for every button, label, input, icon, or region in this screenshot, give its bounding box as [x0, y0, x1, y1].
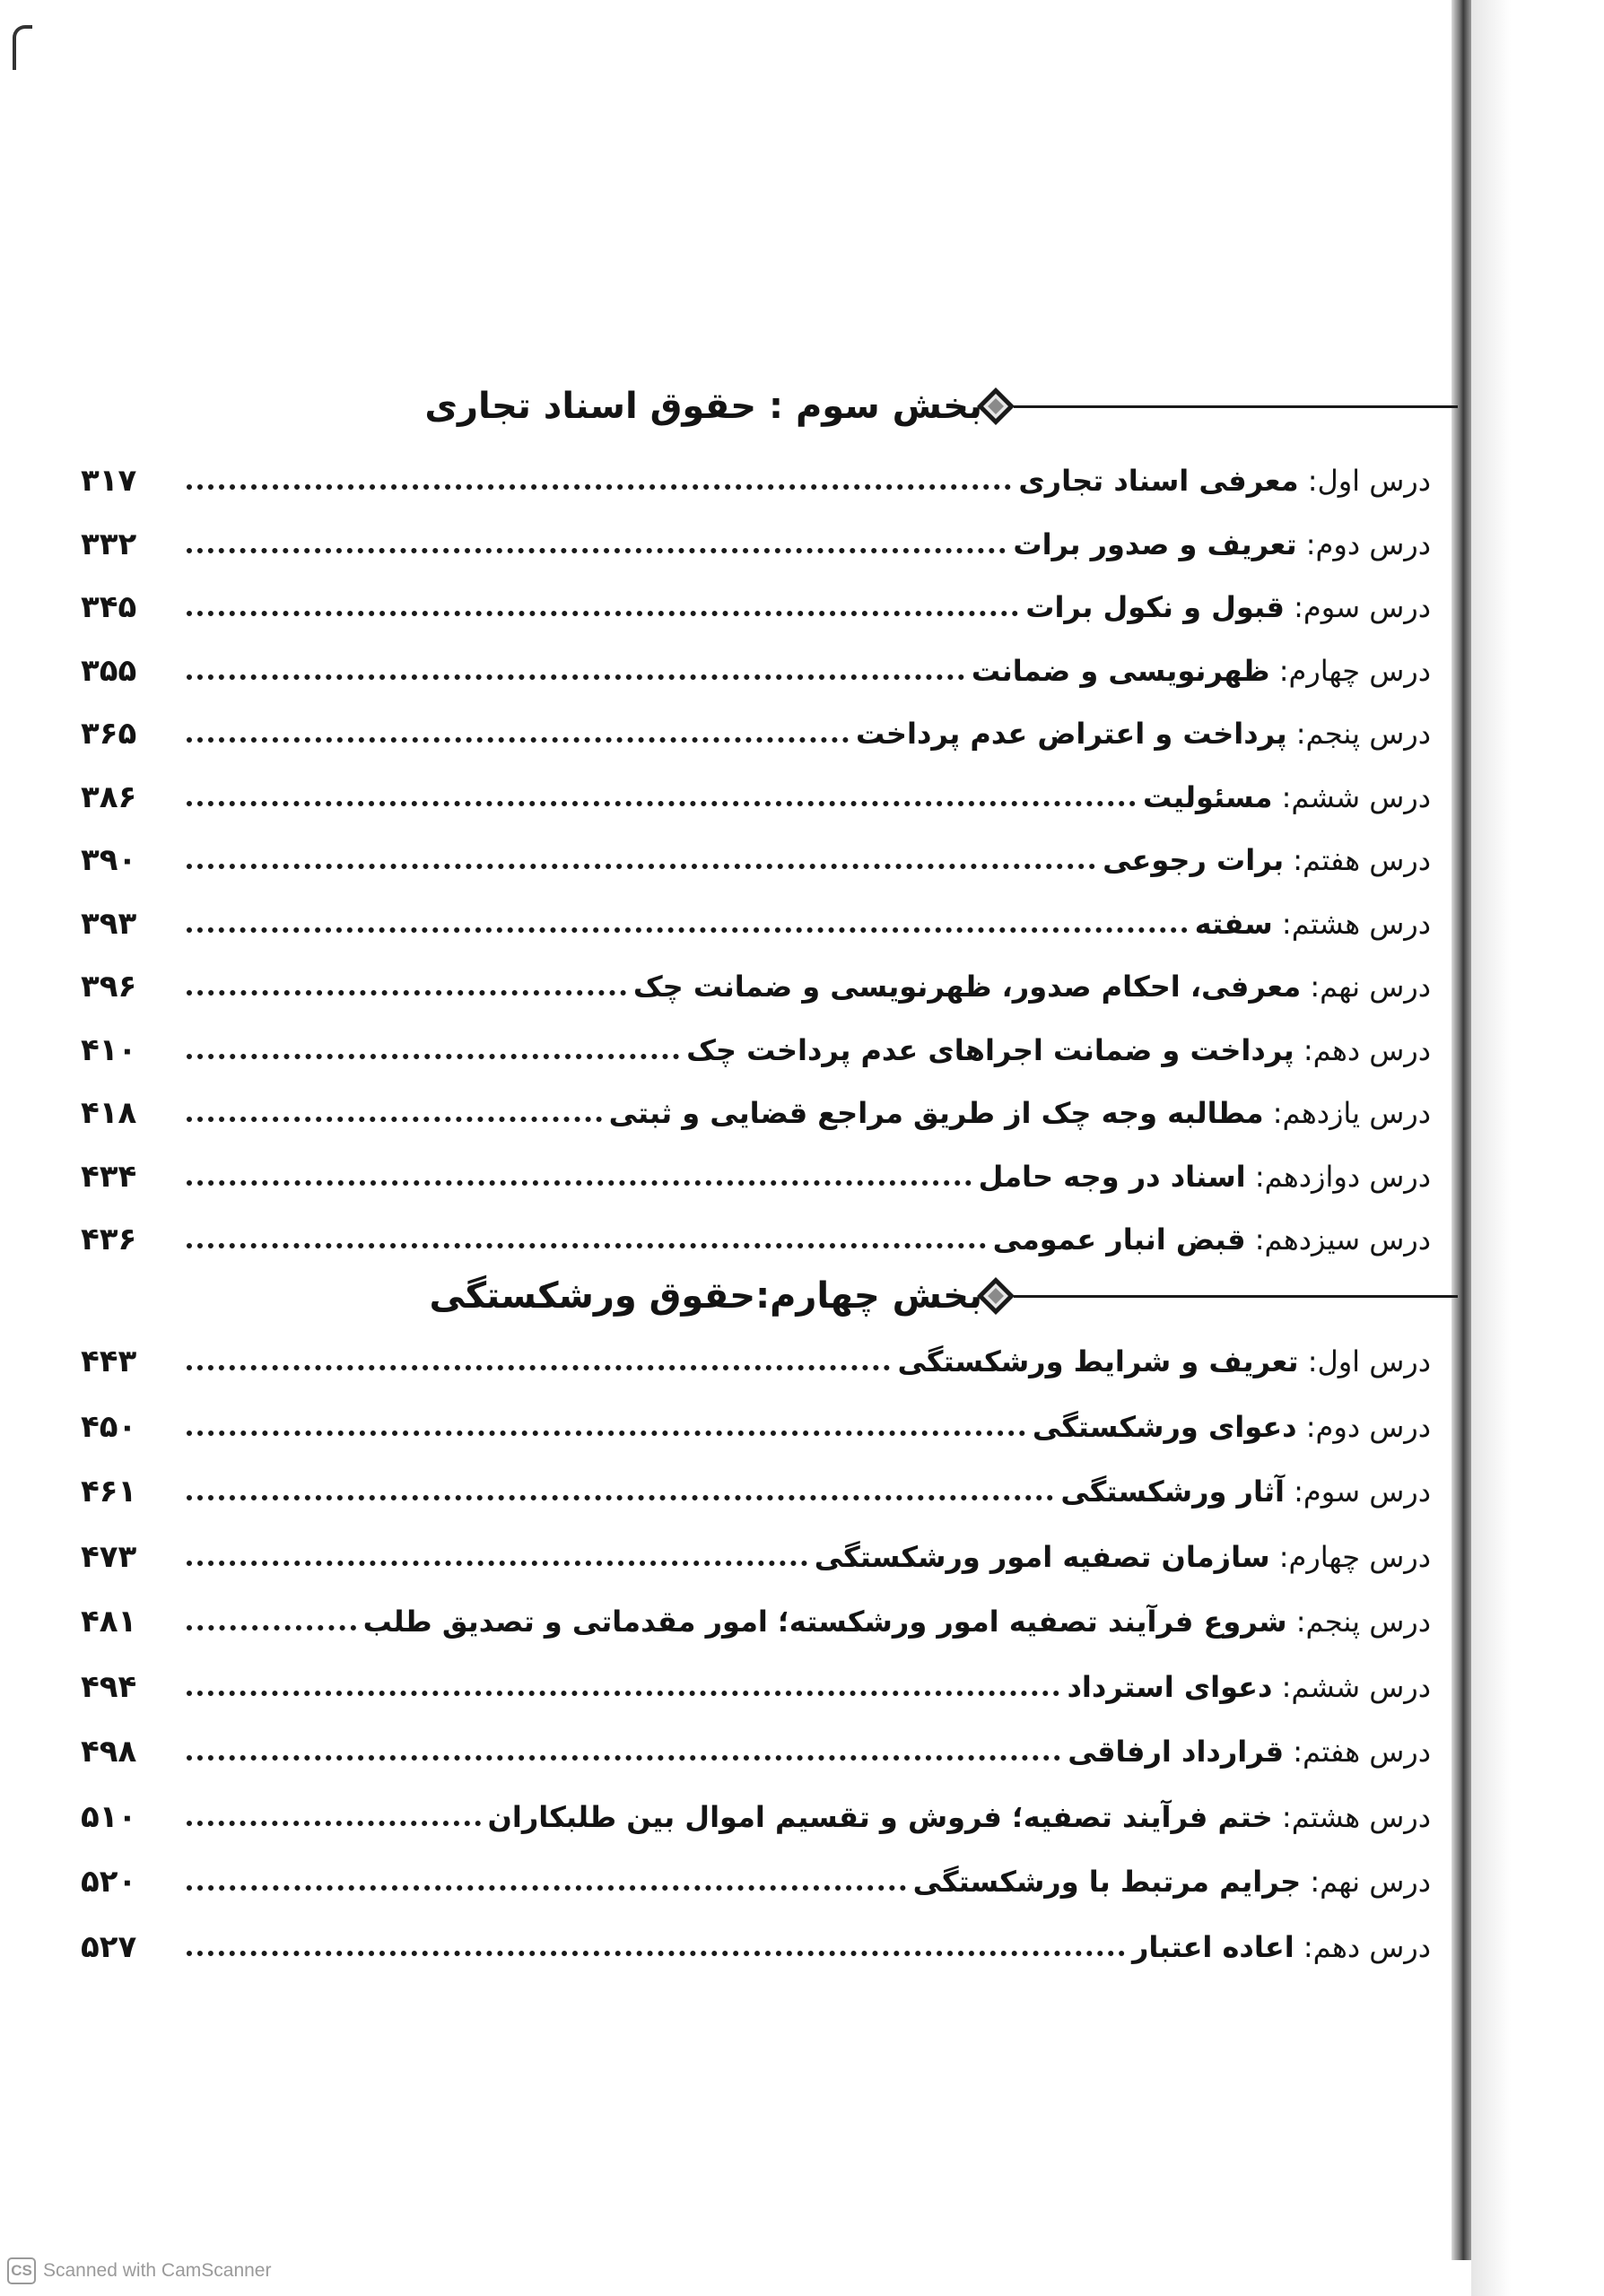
toc-dot-leader	[187, 1691, 1059, 1696]
toc-entry-title	[1025, 590, 1431, 624]
toc-entry-title	[1013, 527, 1431, 561]
toc-dot-leader	[187, 927, 1188, 933]
toc-entry	[81, 704, 1431, 763]
toc-lesson-label: درس یازدهم:	[1272, 1096, 1431, 1130]
toc-topic: مسئولیت	[1143, 779, 1273, 814]
section-rule	[1014, 1295, 1458, 1298]
toc-entry-title	[363, 1605, 1431, 1639]
toc-entry	[81, 451, 1431, 510]
toc-lesson-label: درس نهم:	[1310, 970, 1431, 1004]
toc-topic: اسناد در وجه حامل	[978, 1159, 1246, 1194]
toc-page-number: ۵۱۰	[81, 1798, 137, 1835]
toc-topic: جرایم مرتبط با ورشکستگی	[912, 1865, 1302, 1899]
toc-entry	[81, 1083, 1431, 1143]
toc-topic: ختم فرآیند تصفیه؛ فروش و تقسیم اموال بین طلبکاران	[487, 1799, 1273, 1834]
toc-page-number: ۳۸۶	[81, 778, 137, 815]
toc-lesson-label: درس هشتم:	[1281, 906, 1431, 941]
toc-entry-title	[633, 970, 1431, 1004]
toc-entry	[81, 1462, 1431, 1521]
toc-lesson-label: درس هفتم:	[1293, 843, 1431, 877]
section-3-title: بخش سوم : حقوق اسناد تجاری	[424, 386, 982, 427]
toc-dot-leader	[187, 1755, 1060, 1761]
toc-lesson-label: درس سوم:	[1294, 590, 1431, 624]
toc-entry	[81, 1592, 1431, 1651]
toc-page-number: ۳۳۲	[81, 526, 137, 562]
toc-page-number: ۴۸۱	[81, 1604, 137, 1639]
toc-dot-leader	[187, 1054, 679, 1059]
toc-dot-leader	[187, 864, 1095, 869]
toc-dot-leader	[187, 1431, 1025, 1436]
toc-entry-title	[1060, 1474, 1431, 1509]
section-4-header	[429, 1265, 1458, 1327]
toc-topic: معرفی، احکام صدور، ظهرنویسی و ضمانت چک	[632, 970, 1302, 1004]
page-corner-mark	[13, 25, 32, 70]
toc-topic: برات رجوعی	[1103, 843, 1285, 877]
toc-entry-title	[897, 1344, 1431, 1378]
toc-entry-title	[993, 1222, 1431, 1257]
toc-lesson-label: درس دوازدهم:	[1254, 1159, 1431, 1194]
toc-entry	[81, 1918, 1431, 1977]
toc-page-number: ۵۲۷	[81, 1928, 137, 1965]
toc-page-number: ۵۲۰	[81, 1864, 137, 1900]
toc-topic: قرارداد ارفاقی	[1068, 1735, 1285, 1769]
toc-entry-title	[1067, 1670, 1431, 1704]
toc-entry-title	[609, 1096, 1431, 1130]
toc-page-number: ۳۹۰	[81, 842, 137, 878]
toc-topic: اعاده اعتبار	[1132, 1929, 1295, 1964]
toc-lesson-label: درس نهم:	[1310, 1865, 1431, 1899]
toc-dot-leader	[187, 801, 1136, 806]
toc-dot-leader	[187, 1821, 481, 1826]
toc-entry	[81, 515, 1431, 574]
toc-lesson-label: درس اول:	[1307, 464, 1431, 498]
toc-page-number: ۳۶۵	[81, 716, 137, 752]
toc-lesson-label: درس هفتم:	[1293, 1735, 1431, 1769]
toc-page-number: ۴۵۰	[81, 1408, 137, 1445]
toc-entry-title	[1143, 780, 1431, 814]
toc-entry-title	[972, 654, 1431, 688]
toc-topic: دعوای استرداد	[1067, 1669, 1273, 1704]
toc-entry	[81, 1527, 1431, 1587]
toc-entry	[81, 1210, 1431, 1269]
toc-entry	[81, 1397, 1431, 1457]
toc-entry	[81, 1657, 1431, 1717]
book-binding	[1451, 0, 1471, 2260]
toc-entry-title	[488, 1800, 1431, 1834]
toc-page-number: ۴۴۳	[81, 1344, 137, 1379]
toc-page-number: ۴۳۴	[81, 1158, 137, 1195]
toc-lesson-label: درس سیزدهم:	[1254, 1222, 1431, 1257]
toc-dot-leader	[187, 1243, 986, 1248]
toc-page-number: ۴۶۱	[81, 1474, 137, 1509]
toc-topic: معرفی اسناد تجاری	[1018, 464, 1299, 498]
toc-entry	[81, 1787, 1431, 1847]
toc-entry-title	[815, 1540, 1431, 1574]
toc-page-number: ۳۴۵	[81, 589, 137, 625]
toc-entry	[81, 1852, 1431, 1911]
toc-entry-title	[1018, 464, 1431, 498]
toc-entry	[81, 1147, 1431, 1206]
toc-lesson-label: درس پنجم:	[1295, 1605, 1431, 1639]
toc-lesson-label: درس ششم:	[1281, 779, 1431, 814]
toc-topic: قبض انبار عمومی	[992, 1222, 1246, 1257]
binding-shadow	[1471, 0, 1604, 2296]
toc-entry-title	[1033, 1410, 1431, 1444]
toc-lesson-label: درس پنجم:	[1295, 717, 1431, 751]
toc-entry-title	[979, 1160, 1431, 1194]
toc-dot-leader	[187, 484, 1011, 490]
toc-entry-title	[1195, 907, 1431, 941]
toc-lesson-label: درس سوم:	[1294, 1474, 1431, 1509]
toc-page-number: ۳۹۶	[81, 969, 137, 1004]
toc-dot-leader	[187, 1885, 906, 1891]
toc-lesson-label: درس هشتم:	[1281, 1799, 1431, 1834]
toc-dot-leader	[187, 1561, 807, 1566]
toc-entry-title	[913, 1865, 1431, 1899]
section-3-header	[424, 375, 1458, 438]
toc-dot-leader	[187, 990, 626, 996]
toc-lesson-label: درس چهارم:	[1278, 653, 1431, 688]
scanner-watermark	[7, 2255, 271, 2287]
toc-dot-leader	[187, 674, 964, 680]
toc-lesson-label: درس اول:	[1307, 1344, 1431, 1378]
toc-lesson-label: درس دوم:	[1305, 526, 1431, 561]
toc-entry	[81, 641, 1431, 700]
toc-topic: سازمان تصفیه امور ورشکستگی	[814, 1539, 1270, 1574]
toc-page-number: ۴۱۰	[81, 1031, 137, 1068]
toc-dot-leader	[187, 1117, 602, 1122]
toc-lesson-label: درس چهارم:	[1278, 1539, 1431, 1574]
toc-dot-leader	[187, 1365, 890, 1370]
toc-topic: ظهرنویسی و ضمانت	[971, 653, 1270, 688]
toc-topic: تعریف و صدور برات	[1013, 526, 1297, 561]
toc-dot-leader	[187, 548, 1006, 553]
toc-entry	[81, 768, 1431, 827]
toc-page-number: ۴۹۴	[81, 1668, 137, 1705]
toc-topic: پرداخت و اعتراض عدم پرداخت	[856, 717, 1287, 751]
toc-entry	[81, 894, 1431, 953]
watermark-text: Scanned with CamScanner	[43, 2260, 272, 2281]
toc-page-number: ۳۵۵	[81, 652, 137, 689]
toc-topic: دعوای ورشکستگی	[1032, 1409, 1297, 1444]
toc-entry-title	[1068, 1735, 1431, 1769]
toc-entry	[81, 578, 1431, 637]
toc-page-number: ۴۹۸	[81, 1734, 137, 1770]
toc-lesson-label: درس دوم:	[1305, 1409, 1431, 1444]
toc-lesson-label: درس ششم:	[1281, 1669, 1431, 1704]
toc-dot-leader	[187, 1180, 972, 1186]
toc-page-number: ۴۱۸	[81, 1095, 137, 1131]
toc-dot-leader	[187, 1495, 1053, 1500]
toc-page-number: ۴۷۳	[81, 1538, 137, 1575]
toc-topic: قبول و نکول برات	[1025, 590, 1285, 624]
toc-page-number: ۴۳۶	[81, 1222, 137, 1257]
toc-entry	[81, 831, 1431, 890]
toc-entry-title	[1132, 1930, 1431, 1964]
toc-dot-leader	[187, 1625, 356, 1631]
toc-topic: پرداخت و ضمانت اجراهای عدم پرداخت چک	[686, 1032, 1295, 1067]
toc-topic: سفته	[1194, 906, 1273, 941]
toc-entry-title	[1103, 843, 1431, 877]
toc-topic: تعریف و شرایط ورشکستگی	[897, 1344, 1299, 1378]
toc-topic: آثار ورشکستگی	[1060, 1474, 1285, 1509]
toc-page-number: ۳۹۳	[81, 905, 137, 942]
toc-lesson-label: درس دهم:	[1303, 1032, 1431, 1067]
section-4-title: بخش چهارم:حقوق ورشکستگی	[429, 1275, 982, 1317]
section-rule	[1014, 405, 1458, 408]
toc-entry	[81, 1332, 1431, 1391]
toc-entry	[81, 1021, 1431, 1080]
toc-dot-leader	[187, 611, 1018, 616]
toc-topic: مطالبه وجه چک از طریق مراجع قضایی و ثبتی	[608, 1096, 1264, 1130]
toc-page-number: ۳۱۷	[81, 463, 137, 499]
camscanner-badge: CS	[7, 2257, 36, 2284]
toc-entry-title	[856, 717, 1431, 751]
toc-lesson-label: درس دهم:	[1303, 1929, 1431, 1964]
toc-dot-leader	[187, 737, 849, 743]
toc-dot-leader	[187, 1951, 1125, 1956]
toc-entry-title	[686, 1033, 1431, 1067]
toc-topic: شروع فرآیند تصفیه امور ورشکسته؛ امور مقدماتی و تصدیق طلب	[362, 1605, 1287, 1639]
toc-entry	[81, 957, 1431, 1016]
toc-entry	[81, 1722, 1431, 1781]
